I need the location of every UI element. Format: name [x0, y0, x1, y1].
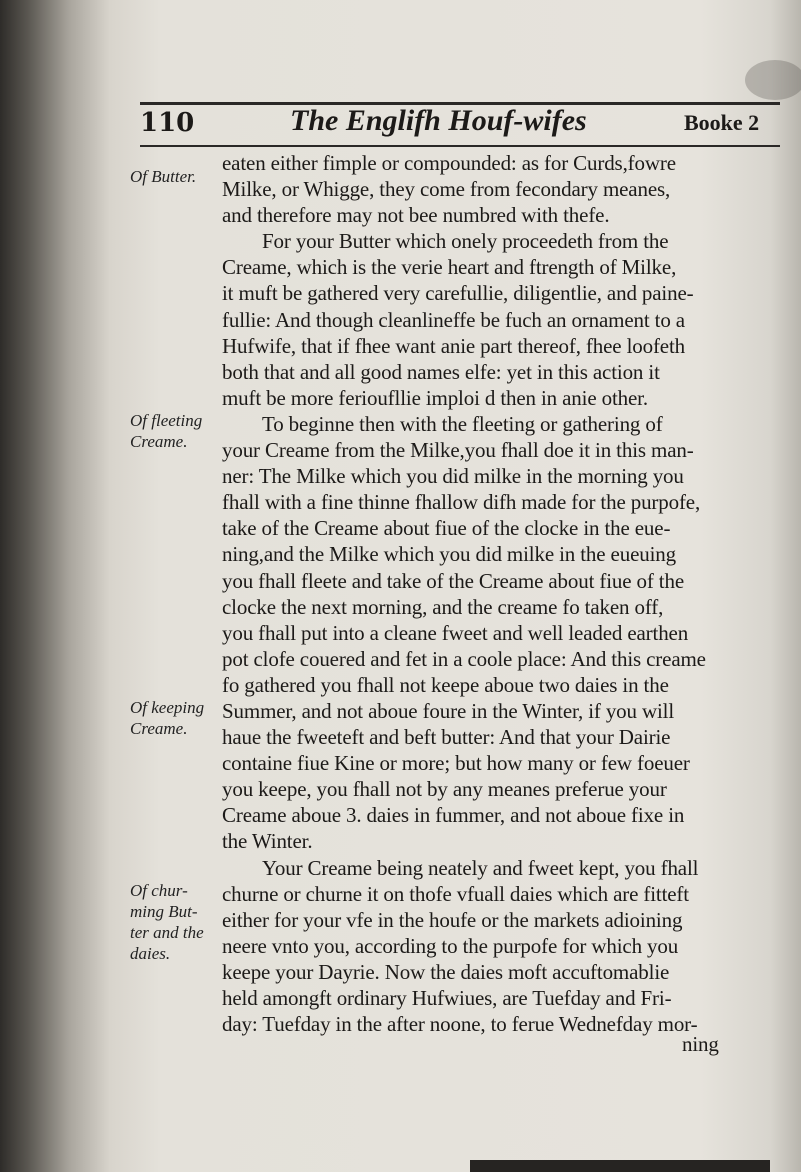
header-rule-bottom: [140, 145, 780, 147]
text-line: Creame aboue 3. daies in fummer, and not aboue fixe in: [222, 803, 685, 828]
text-line: ning,and the Milke which you did milke in the eueuing: [222, 542, 676, 567]
text-line: take of the Creame about fiue of the clocke in the eue-: [222, 516, 671, 541]
text-line: haue the fweeteft and beft butter: And that your Dairie: [222, 725, 671, 750]
running-title: The Englifh Houf-wifes: [290, 104, 587, 137]
text-line: pot clofe couered and fet in a coole place: And this creame: [222, 646, 706, 671]
text-line: Your Creame being neately and fweet kept, you fhall: [262, 855, 699, 880]
text-line: you fhall fleete and take of the Creame about fiue of the: [222, 568, 685, 593]
text-line: Creame, which is the verie heart and ftrength of Milke,: [222, 255, 677, 280]
text-line: muft be more ferioufllie imploi d then in anie other.: [222, 385, 648, 410]
text-line: fhall with a fine thinne fhallow difh made for the purpofe,: [222, 490, 701, 515]
page-number: 110: [140, 108, 195, 138]
text-line: you keepe, you fhall not by any meanes preferue your: [222, 777, 667, 802]
catchword: ning: [682, 1032, 719, 1057]
text-line: eaten either fimple or compounded: as for Curds,fowre: [222, 151, 676, 175]
text-line: it muft be gathered very carefullie, diligentlie, and paine-: [222, 281, 694, 306]
page-edge-shadow: [470, 1160, 770, 1172]
text-line: keepe your Dayrie. Now the daies moft accuftomablie: [222, 959, 670, 984]
text-line: held amongft ordinary Hufwiues, are Tuefday and Fri-: [222, 986, 672, 1010]
text-line: Milke, or Whigge, they come from fecondary meanes,: [222, 177, 671, 202]
page-shadow: [745, 60, 801, 100]
text-line: both that and all good names elfe: yet in this action it: [222, 359, 660, 384]
margin-note-of-churning-butter: Of chur- ming But- ter and the daies.: [130, 881, 204, 963]
text-line: your Creame from the Milke,you fhall doe it in this man-: [222, 438, 694, 463]
text-line: you fhall put into a cleane fweet and well leaded earthen: [222, 620, 689, 645]
text-line: For your Butter which onely proceedeth from the: [262, 229, 669, 254]
text-line: Summer, and not aboue foure in the Winter, if you will: [222, 698, 675, 723]
text-line: fo gathered you fhall not keepe aboue two daies in the: [222, 672, 669, 697]
text-line: ner: The Milke which you did milke in the morning you: [222, 464, 684, 489]
text-line: containe fiue Kine or more; but how many or few foeuer: [222, 751, 690, 776]
text-line: either for your vfe in the houfe or the markets adioining: [222, 907, 683, 932]
text-line: fullie: And though cleanlineffe be fuch an ornament to a: [222, 307, 685, 332]
margin-note-of-butter: Of Butter.: [130, 167, 197, 186]
text-line: the Winter.: [222, 829, 313, 854]
book-label: Booke 2: [684, 110, 760, 135]
text-line: neere vnto you, according to the purpofe for which you: [222, 933, 679, 958]
text-line: and therefore may not bee numbred with thefe.: [222, 203, 610, 228]
text-line: To beginne then with the fleeting or gathering of: [262, 411, 663, 436]
text-line: churne or churne it on thofe vfuall daies which are fitteft: [222, 881, 689, 906]
text-line: day: Tuefday in the after noone, to ferue Wednefday mor-: [222, 1012, 698, 1037]
text-line: clocke the next morning, and the creame fo taken off,: [222, 594, 664, 619]
text-line: Hufwife, that if fhee want anie part thereof, fhee loofeth: [222, 333, 686, 358]
margin-note-of-keeping-creame: Of keeping Creame.: [130, 698, 205, 738]
margin-note-of-fleeting-creame: Of fleeting Creame.: [130, 411, 203, 451]
body-text: [222, 150, 782, 1057]
